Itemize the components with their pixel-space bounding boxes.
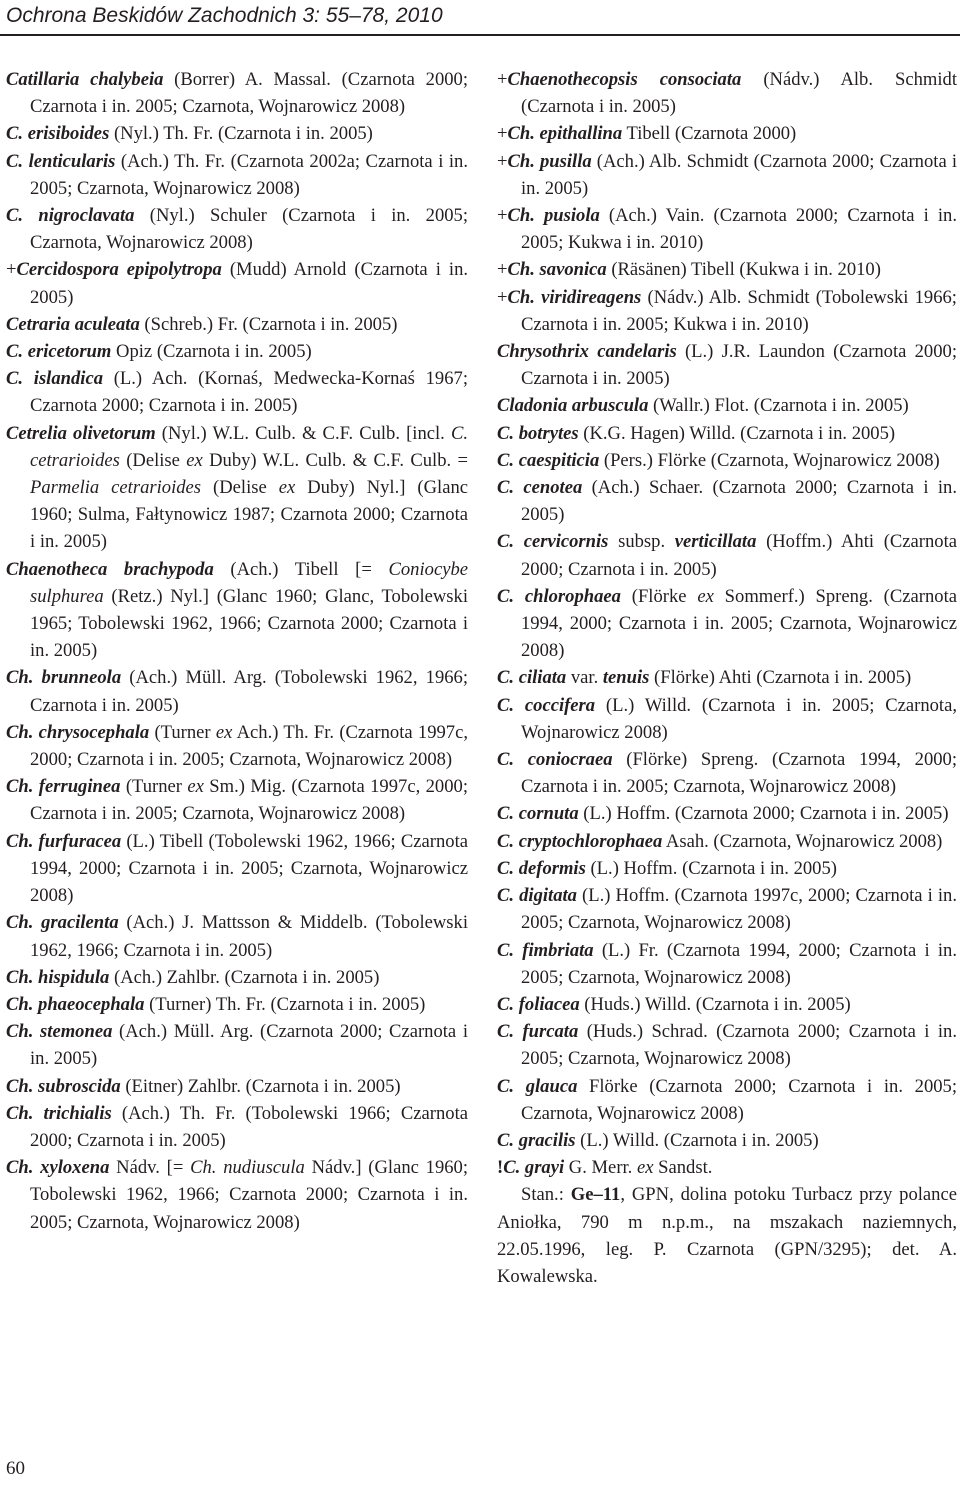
header-rule — [0, 34, 960, 36]
species-entry: C. deformis (L.) Hoffm. (Czarnota i in. 2005) — [497, 857, 837, 879]
species-entry: C. gracilis (L.) Willd. (Czarnota i in. 2005) — [497, 1129, 819, 1151]
species-entry: Ch. gracilenta (Ach.) J. Mattsson & Middelb. (Tobolewski 1962, 1966; Czarnota i in. 2005) — [6, 912, 469, 961]
species-entry: Ch. phaeocephala (Turner) Th. Fr. (Czarnota i in. 2005) — [6, 993, 426, 1015]
species-entry: C. fimbriata (L.) Fr. (Czarnota 1994, 2000; Czarnota i in. 2005; Czarnota, Wojnarowicz 2008) — [497, 939, 957, 988]
species-entry: C. ericetorum Opiz (Czarnota i in. 2005) — [6, 341, 312, 363]
species-entry: C. nigroclavata (Nyl.) Schuler (Czarnota i in. 2005; Czarnota, Wojnarowicz 2008) — [6, 205, 469, 254]
species-entry: C. cryptochlorophaea Asah. (Czarnota, Wojnarowicz 2008) — [497, 830, 943, 852]
species-entry: C. islandica (L.) Ach. (Kornaś, Medwecka-Kornaś 1967; Czarnota 2000; Czarnota i in. 2005) — [6, 368, 468, 417]
species-entry: Ch. xyloxena Nádv. [= Ch. nudiuscula Nádv.] (Glanc 1960; Tobolewski 1962, 1966; Czarnota 2000; Czarnota i in. 2005; Czarnota, Wojnarowicz 2008) — [6, 1157, 468, 1233]
species-entry: C. erisiboides (Nyl.) Th. Fr. (Czarnota i in. 2005) — [6, 123, 373, 145]
species-entry: Cetraria aculeata (Schreb.) Fr. (Czarnota i in. 2005) — [6, 313, 398, 335]
species-entry: Ch. hispidula (Ach.) Zahlbr. (Czarnota i in. 2005) — [6, 966, 380, 988]
species-entry: Catillaria chalybeia (Borrer) A. Massal. (Czarnota 2000; Czarnota i in. 2005; Czarnota, Wojnarowicz 2008) — [6, 69, 468, 118]
species-entry: C. foliacea (Huds.) Willd. (Czarnota i in. 2005) — [497, 993, 851, 1015]
species-entry: C. coniocraea (Flörke) Spreng. (Czarnota 1994, 2000; Czarnota i in. 2005; Czarnota, Wojnarowicz 2008) — [497, 749, 957, 798]
species-entry: C. lenticularis (Ach.) Th. Fr. (Czarnota 2002a; Czarnota i in. 2005; Czarnota, Wojnarowicz 2008) — [6, 150, 468, 199]
species-entry: C. caespiticia (Pers.) Flörke (Czarnota, Wojnarowicz 2008) — [497, 449, 940, 471]
species-entry: C. chlorophaea (Flörke ex Sommerf.) Spreng. (Czarnota 1994, 2000; Czarnota i in. 2005; Czarnota, Wojnarowicz 2008) — [497, 585, 957, 662]
species-entry: C. furcata (Huds.) Schrad. (Czarnota 2000; Czarnota i in. 2005; Czarnota, Wojnarowicz 2008) — [497, 1021, 958, 1070]
species-entry: Ch. furfuracea (L.) Tibell (Tobolewski 1962, 1966; Czarnota 1994, 2000; Czarnota i in. 2005; Czarnota, Wojnarowicz 2008) — [6, 830, 468, 907]
species-entry: +Ch. viridireagens (Nádv.) Alb. Schmidt (Tobolewski 1966; Czarnota i in. 2005; Kukwa i in. 2010) — [497, 286, 957, 335]
species-entry: Cladonia arbuscula (Wallr.) Flot. (Czarnota i in. 2005) — [497, 395, 909, 417]
page-number: 60 — [6, 1458, 25, 1479]
right-column — [497, 66, 957, 1290]
species-entry: Chrysothrix candelaris (L.) J.R. Laundon (Czarnota 2000; Czarnota i in. 2005) — [497, 341, 957, 390]
species-entry: Ch. brunneola (Ach.) Müll. Arg. (Tobolewski 1962, 1966; Czarnota i in. 2005) — [6, 667, 468, 716]
species-entry: C. cornuta (L.) Hoffm. (Czarnota 2000; Czarnota i in. 2005) — [497, 803, 949, 825]
species-entry: Ch. trichialis (Ach.) Th. Fr. (Tobolewski 1966; Czarnota 2000; Czarnota i in. 2005) — [6, 1102, 468, 1151]
species-entry: C. glauca Flörke (Czarnota 2000; Czarnota i in. 2005; Czarnota, Wojnarowicz 2008) — [497, 1075, 957, 1124]
species-entry: C. cenotea (Ach.) Schaer. (Czarnota 2000; Czarnota i in. 2005) — [497, 477, 957, 526]
species-entry: Ch. chrysocephala (Turner ex Ach.) Th. Fr. (Czarnota 1997c, 2000; Czarnota i in. 2005; Czarnota, Wojnarowicz 2008) — [6, 721, 468, 771]
species-entry: +Ch. pusiola (Ach.) Vain. (Czarnota 2000; Czarnota i in. 2005; Kukwa i in. 2010) — [497, 205, 957, 254]
species-entry: C. ciliata var. tenuis (Flörke) Ahti (Czarnota i in. 2005) — [497, 667, 912, 689]
journal-header: Ochrona Beskidów Zachodnich 3: 55–78, 2010 — [6, 4, 443, 27]
species-entry: C. cervicornis subsp. verticillata (Hoffm.) Ahti (Czarnota 2000; Czarnota i in. 2005) — [497, 531, 958, 580]
species-entry: Ch. ferruginea (Turner ex Sm.) Mig. (Czarnota 1997c, 2000; Czarnota i in. 2005; Czarnota, Wojnarowicz 2008) — [6, 776, 468, 825]
species-entry: +Chaenothecopsis consociata (Nádv.) Alb. Schmidt (Czarnota i in. 2005) — [497, 69, 957, 118]
locality-note: Stan.: Ge–11, GPN, dolina potoku Turbacz przy polance Aniołka, 790 m n.p.m., na mszakach naziemnych, 22.05.1996, leg. P. Czarnota (GPN/3295); det. A. Kowalewska. — [497, 1184, 957, 1287]
species-entry: +Ch. epithallina Tibell (Czarnota 2000) — [497, 123, 797, 145]
species-entry: C. coccifera (L.) Willd. (Czarnota i in. 2005; Czarnota, Wojnarowicz 2008) — [497, 694, 957, 743]
species-entry: C. digitata (L.) Hoffm. (Czarnota 1997c, 2000; Czarnota i in. 2005; Czarnota, Wojnarowicz 2008) — [497, 885, 957, 934]
species-entry: Ch. subroscida (Eitner) Zahlbr. (Czarnota i in. 2005) — [6, 1075, 401, 1097]
species-entry: C. botrytes (K.G. Hagen) Willd. (Czarnota i in. 2005) — [497, 422, 896, 444]
species-entry: Ch. stemonea (Ach.) Müll. Arg. (Czarnota 2000; Czarnota i in. 2005) — [6, 1021, 468, 1070]
species-entry: +Cercidospora epipolytropa (Mudd) Arnold (Czarnota i in. 2005) — [6, 259, 469, 308]
species-entry: +Ch. pusilla (Ach.) Alb. Schmidt (Czarnota 2000; Czarnota i in. 2005) — [497, 150, 957, 199]
species-entry: Cetrelia olivetorum (Nyl.) W.L. Culb. & C.F. Culb. [incl. C. cetrarioides (Delise ex Duby) W.L. Culb. & C.F. Culb. = Parmelia cetrarioides (Delise ex Duby) Nyl.] (Glanc 1960; Sulma, Fałtynowicz 1987; Czarnota 2000; Czarnota i in. 2005) — [6, 422, 469, 553]
species-entry: +Ch. savonica (Räsänen) Tibell (Kukwa i in. 2010) — [497, 259, 881, 281]
species-entry: !C. grayi G. Merr. ex Sandst. — [497, 1157, 713, 1179]
species-entry: Chaenotheca brachypoda (Ach.) Tibell [= Coniocybe sulphurea (Retz.) Nyl.] (Glanc 1960; Glanc, Tobolewski 1965; Tobolewski 1962, 1966; Czarnota 2000; Czarnota i in. 2005) — [6, 558, 468, 662]
left-column — [6, 66, 468, 1236]
